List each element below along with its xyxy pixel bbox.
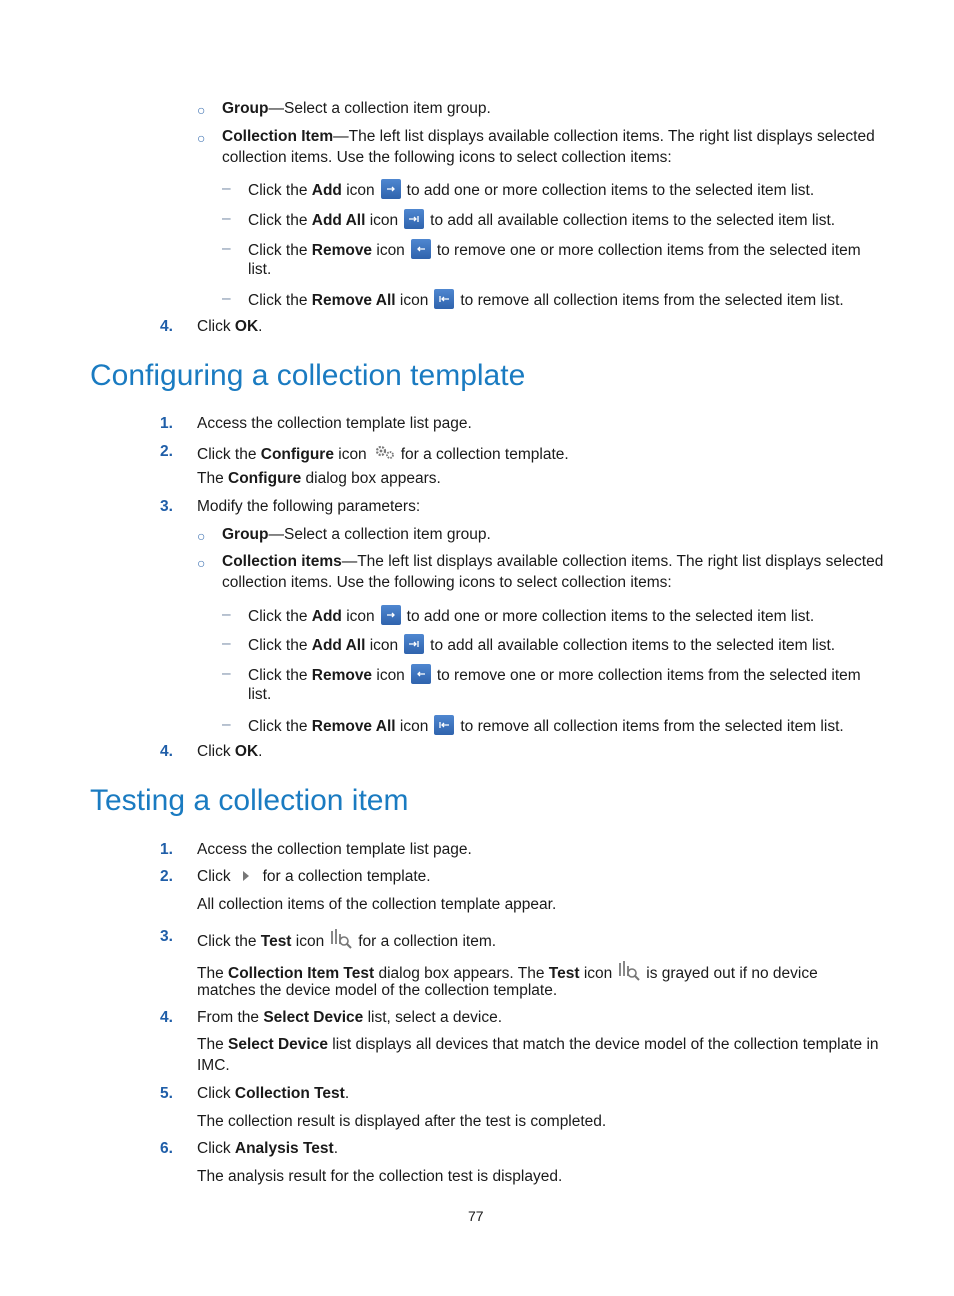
param-group: Group—Select a collection item group. bbox=[222, 100, 491, 117]
step-number: 4. bbox=[160, 1009, 173, 1026]
bullet: ○ bbox=[197, 130, 206, 146]
add-icon-line: Click the Add icon to add one or more collection items to the selected item list. bbox=[248, 605, 814, 626]
bullet: ○ bbox=[197, 528, 206, 544]
dash: – bbox=[222, 180, 231, 197]
step-number: 2. bbox=[160, 443, 173, 460]
step-subtext: The analysis result for the collection test is displayed. bbox=[197, 1168, 563, 1185]
dash: – bbox=[222, 635, 231, 652]
remove-all-icon bbox=[434, 289, 454, 309]
section-heading: Testing a collection item bbox=[90, 784, 409, 817]
step-number: 1. bbox=[160, 841, 173, 858]
remove-icon-line-cont: list. bbox=[248, 261, 272, 278]
add-all-icon-line: Click the Add All icon to add all available collection items to the selected item list. bbox=[248, 209, 835, 230]
step-number: 4. bbox=[160, 318, 173, 335]
test-icon bbox=[618, 960, 640, 980]
step-subtext: The Collection Item Test dialog box appears. The Test icon is grayed out if no device bbox=[197, 960, 818, 983]
bullet: ○ bbox=[197, 555, 206, 571]
configure-icon bbox=[373, 443, 395, 463]
test-icon bbox=[330, 928, 352, 948]
dash: – bbox=[222, 665, 231, 682]
remove-icon-line: Click the Remove icon to remove one or more collection items from the selected item bbox=[248, 239, 861, 260]
step-text: Modify the following parameters: bbox=[197, 498, 421, 515]
step-click-ok: Click OK. bbox=[197, 318, 263, 335]
remove-icon bbox=[411, 664, 431, 684]
param-collection-item: Collection Item—The left list displays available collection items. The right list displays selected bbox=[222, 128, 875, 145]
expand-triangle-icon bbox=[243, 871, 249, 881]
step-number: 3. bbox=[160, 928, 173, 945]
step-subtext: The Select Device list displays all devices that match the device model of the collection template in bbox=[197, 1036, 879, 1053]
param-collection-items: Collection items—The left list displays available collection items. The right list displays selected bbox=[222, 553, 884, 570]
remove-all-icon-line: Click the Remove All icon to remove all collection items from the selected item list. bbox=[248, 289, 844, 310]
add-icon bbox=[381, 179, 401, 199]
step-subtext-cont: matches the device model of the collection template. bbox=[197, 982, 558, 999]
remove-icon-line: Click the Remove icon to remove one or more collection items from the selected item bbox=[248, 664, 861, 685]
add-all-icon-line: Click the Add All icon to add all available collection items to the selected item list. bbox=[248, 634, 835, 655]
remove-all-icon-line: Click the Remove All icon to remove all collection items from the selected item list. bbox=[248, 715, 844, 736]
dash: – bbox=[222, 716, 231, 733]
step-text: Click the Configure icon for a collection template. bbox=[197, 443, 569, 464]
add-all-icon bbox=[404, 209, 424, 229]
step-subtext-cont: IMC. bbox=[197, 1057, 230, 1074]
step-subtext: All collection items of the collection template appear. bbox=[197, 896, 557, 913]
step-text: Access the collection template list page. bbox=[197, 415, 472, 432]
step-subtext: The collection result is displayed after the test is completed. bbox=[197, 1113, 607, 1130]
step-number: 5. bbox=[160, 1085, 173, 1102]
step-number: 1. bbox=[160, 415, 173, 432]
step-text: From the Select Device list, select a device. bbox=[197, 1009, 502, 1026]
bullet: ○ bbox=[197, 102, 206, 118]
step-text: Click for a collection template. bbox=[197, 868, 431, 885]
step-text: Click the Test icon for a collection item. bbox=[197, 928, 496, 951]
remove-icon-line-cont: list. bbox=[248, 686, 272, 703]
step-number: 2. bbox=[160, 868, 173, 885]
param-group: Group—Select a collection item group. bbox=[222, 526, 491, 543]
dash: – bbox=[222, 240, 231, 257]
step-text: Access the collection template list page. bbox=[197, 841, 472, 858]
dash: – bbox=[222, 290, 231, 307]
remove-icon bbox=[411, 239, 431, 259]
step-number: 6. bbox=[160, 1140, 173, 1157]
step-click-ok: Click OK. bbox=[197, 743, 263, 760]
param-collection-item-cont: collection items. Use the following icons to select collection items: bbox=[222, 149, 672, 166]
page-number: 77 bbox=[468, 1208, 484, 1224]
add-icon-line: Click the Add icon to add one or more collection items to the selected item list. bbox=[248, 179, 814, 200]
section-heading: Configuring a collection template bbox=[90, 359, 526, 392]
step-number: 3. bbox=[160, 498, 173, 515]
step-text: Click Collection Test. bbox=[197, 1085, 350, 1102]
dash: – bbox=[222, 210, 231, 227]
param-collection-items-cont: collection items. Use the following icons to select collection items: bbox=[222, 574, 672, 591]
step-subtext: The Configure dialog box appears. bbox=[197, 470, 441, 487]
add-all-icon bbox=[404, 634, 424, 654]
step-number: 4. bbox=[160, 743, 173, 760]
remove-all-icon bbox=[434, 715, 454, 735]
dash: – bbox=[222, 606, 231, 623]
step-text: Click Analysis Test. bbox=[197, 1140, 338, 1157]
add-icon bbox=[381, 605, 401, 625]
